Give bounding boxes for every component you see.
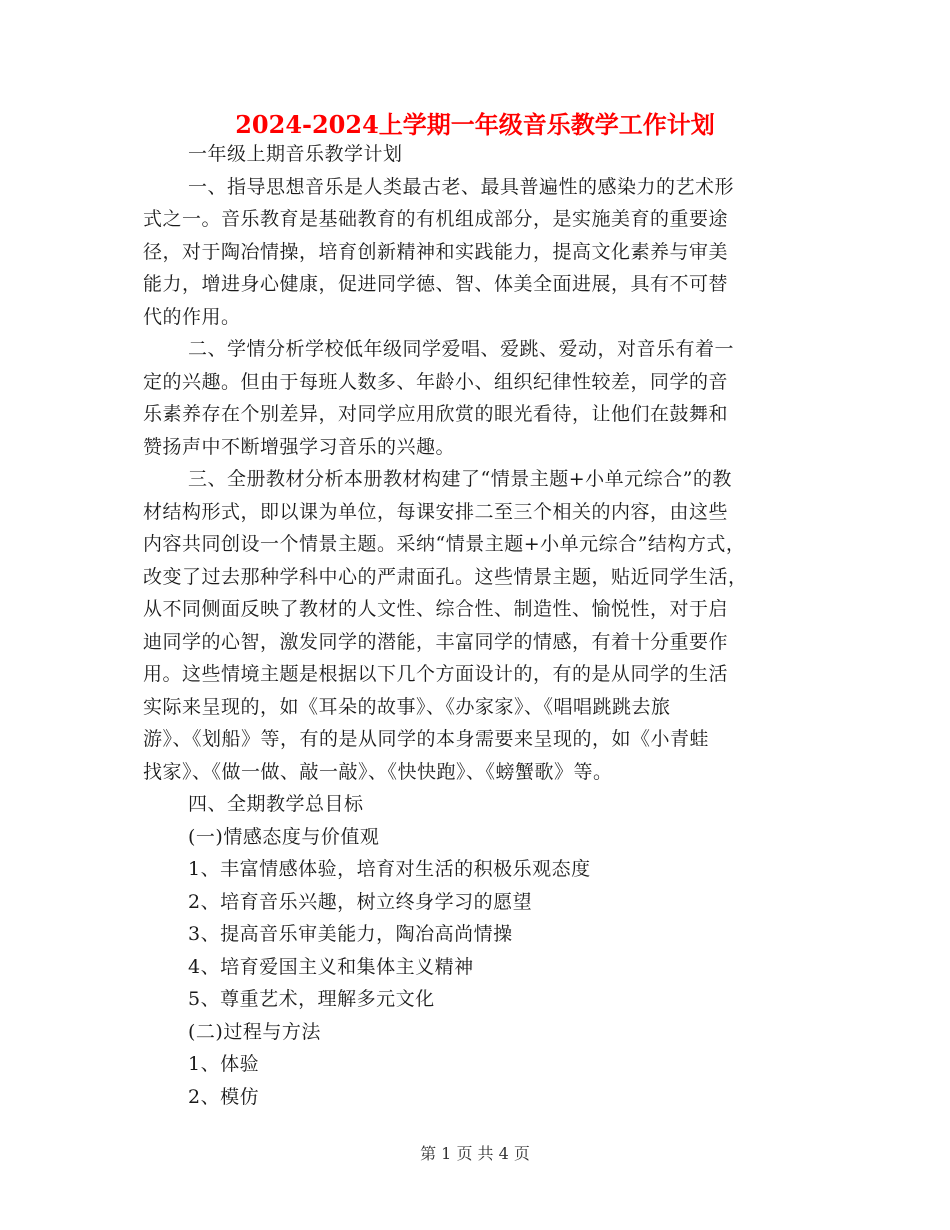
section-heading: 四、全期教学总目标 bbox=[188, 793, 364, 815]
list-item: 1、体验 bbox=[188, 1053, 260, 1075]
body-line: 材结构形式，即以课为单位，每课安排二至三个相关的内容，由这些 bbox=[143, 500, 729, 523]
body-line: 从不同侧面反映了教材的人文性、综合性、制造性、愉悦性，对于启 bbox=[143, 598, 729, 620]
body-line: 游》、《划船》等，有的是从同学的本身需要来呈现的，如《小青蛙 bbox=[143, 728, 710, 750]
body-line: 改变了过去那种学科中心的严肃面孔。这些情景主题，贴近同学生活， bbox=[143, 565, 748, 588]
body-line: 二、学情分析学校低年级同学爱唱、爱跳、爱动，对音乐有着一 bbox=[188, 338, 735, 360]
list-item: 5、尊重艺术，理解多元文化 bbox=[188, 988, 435, 1010]
document-title: 2024-2024上学期一年级音乐教学工作计划 bbox=[235, 110, 715, 139]
body-line: 内容共同创设一个情景主题。采纳“情景主题+小单元综合”结构方式， bbox=[143, 533, 746, 555]
document-body bbox=[143, 138, 823, 1113]
list-item: 3、提高音乐审美能力，陶冶高尚情操 bbox=[188, 923, 513, 945]
body-line: 找家》、《做一做、敲一敲》、《快快跑》、《螃蟹歌》等。 bbox=[143, 760, 613, 783]
body-line: 迪同学的心智，激发同学的潜能，丰富同学的情感，有着十分重要作 bbox=[143, 630, 729, 653]
body-line: 能力，增进身心健康，促进同学德、智、体美全面进展，具有不可替 bbox=[143, 273, 729, 295]
list-item: 2、培育音乐兴趣，树立终身学习的愿望 bbox=[188, 890, 533, 913]
body-line: 赞扬声中不断增强学习音乐的兴趣。 bbox=[143, 435, 456, 458]
body-line: 实际来呈现的，如《耳朵的故事》、《办家家》、《唱唱跳跳去旅 bbox=[143, 695, 671, 718]
body-line: 乐素养存在个别差异，对同学应用欣赏的眼光看待，让他们在鼓舞和 bbox=[143, 403, 729, 425]
body-line: 一年级上期音乐教学计划 bbox=[188, 143, 403, 165]
body-line: 一、指导思想音乐是人类最古老、最具普遍性的感染力的艺术形 bbox=[188, 175, 735, 198]
page-number: 第 1 页 共 4 页 bbox=[420, 1144, 530, 1163]
body-line: 定的兴趣。但由于每班人数多、年龄小、组织纪律性较差，同学的音 bbox=[143, 370, 729, 393]
list-item: 2、模仿 bbox=[188, 1085, 260, 1108]
body-line: 三、全册教材分析本册教材构建了“情景主题+小单元综合”的教 bbox=[188, 468, 732, 490]
body-line: 用。这些情境主题是根据以下几个方面设计的，有的是从同学的生活 bbox=[143, 663, 729, 685]
subsection-heading: (二)过程与方法 bbox=[188, 1020, 321, 1043]
list-item: 4、培育爱国主义和集体主义精神 bbox=[188, 955, 474, 978]
body-line: 径，对于陶冶情操，培育创新精神和实践能力，提高文化素养与审美 bbox=[143, 240, 729, 263]
body-line: 式之一。音乐教育是基础教育的有机组成部分，是实施美育的重要途 bbox=[143, 208, 729, 230]
list-item: 1、丰富情感体验，培育对生活的积极乐观态度 bbox=[188, 858, 591, 880]
body-line: 代的作用。 bbox=[143, 305, 241, 328]
subsection-heading: (一)情感态度与价值观 bbox=[188, 825, 380, 848]
